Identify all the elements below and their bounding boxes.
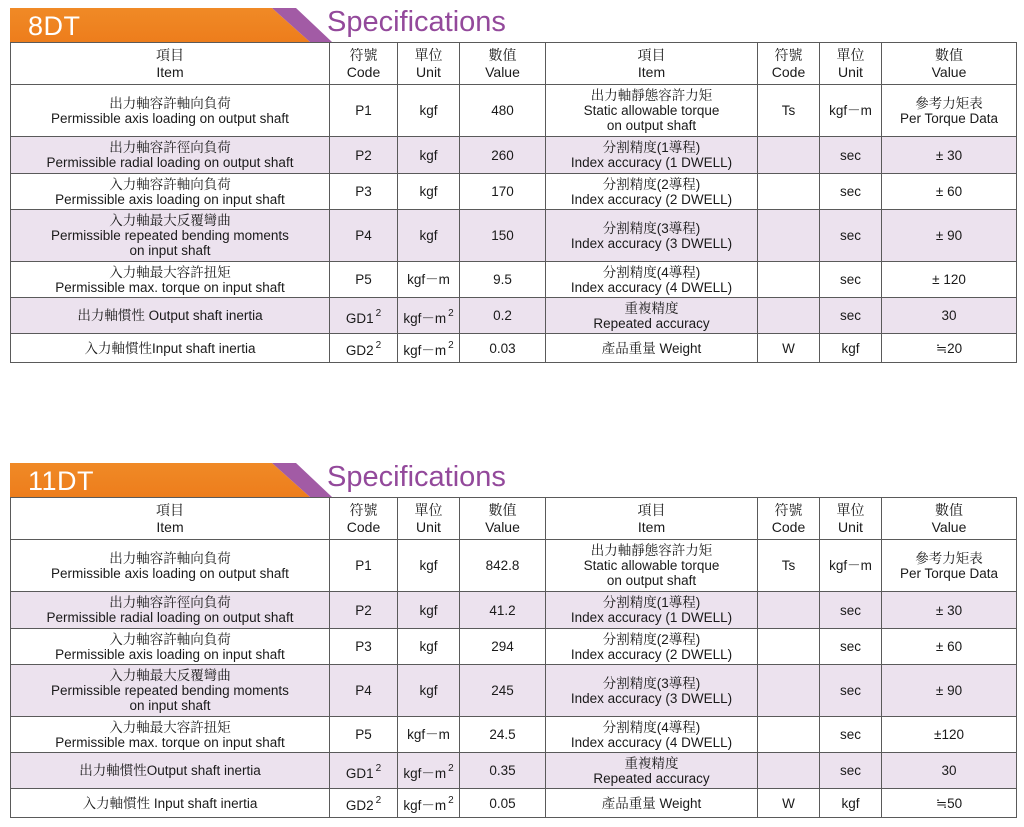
code-cell: P3 [330, 629, 398, 665]
item-cell: 重複精度 Repeated accuracy [546, 753, 758, 789]
value-cell: ± 30 [882, 137, 1017, 174]
spec-table [10, 42, 1017, 363]
code-cell: GD1 $^2$ [330, 753, 398, 789]
unit-cell: kgf [398, 665, 460, 717]
code-cell: Ts [758, 540, 820, 592]
item-cell: 分割精度(1導程) Index accuracy (1 DWELL) [546, 592, 758, 629]
item-cell: 出力軸容許徑向負荷 Permissible radial loading on output shaft [11, 592, 330, 629]
header-code: 符號 Code [330, 43, 398, 85]
unit-cell: kgf [398, 137, 460, 174]
code-cell [758, 717, 820, 753]
header-value: 數值 Value [460, 498, 546, 540]
header-unit: 單位 Unit [820, 498, 882, 540]
unit-cell: kgf [398, 592, 460, 629]
header-item: 項目 Item [11, 498, 330, 540]
value-cell: 參考力矩表 Per Torque Data [882, 85, 1017, 137]
model-name: 11DT [28, 466, 95, 496]
code-cell [758, 629, 820, 665]
value-cell: 0.03 [460, 334, 546, 363]
header-item: 項目 Item [546, 498, 758, 540]
unit-cell: sec [820, 665, 882, 717]
item-cell: 分割精度(1導程) Index accuracy (1 DWELL) [546, 137, 758, 174]
value-cell: 24.5 [460, 717, 546, 753]
unit-cell: kgf [398, 629, 460, 665]
unit-cell: kgf [398, 85, 460, 137]
table-row [11, 334, 1017, 363]
code-cell [758, 137, 820, 174]
header-item: 項目 Item [11, 43, 330, 85]
header-code: 符號 Code [330, 498, 398, 540]
unit-cell: sec [820, 262, 882, 298]
item-cell: 入力軸慣性 Input shaft inertia [11, 789, 330, 818]
item-cell: 出力軸慣性 Output shaft inertia [11, 298, 330, 334]
value-cell: 245 [460, 665, 546, 717]
table-header-row [11, 498, 1017, 540]
header-value: 數值 Value [882, 43, 1017, 85]
item-cell: 入力軸容許軸向負荷 Permissible axis loading on input shaft [11, 629, 330, 665]
spec-block-8dt [10, 8, 1016, 363]
table-row [11, 717, 1017, 753]
item-cell: 分割精度(4導程) Index accuracy (4 DWELL) [546, 717, 758, 753]
code-cell: GD2 $^2$ [330, 789, 398, 818]
code-cell: GD1 $^2$ [330, 298, 398, 334]
value-cell: 30 [882, 753, 1017, 789]
item-cell: 出力軸慣性Output shaft inertia [11, 753, 330, 789]
code-cell: W [758, 334, 820, 363]
value-cell: 0.35 [460, 753, 546, 789]
code-cell: Ts [758, 85, 820, 137]
spec-table [10, 497, 1017, 818]
table-row [11, 262, 1017, 298]
value-cell: 9.5 [460, 262, 546, 298]
code-cell: P2 [330, 137, 398, 174]
section-title: Specifications [327, 6, 506, 38]
table-row [11, 137, 1017, 174]
header-unit: 單位 Unit [398, 43, 460, 85]
code-cell: P1 [330, 540, 398, 592]
value-cell: 150 [460, 210, 546, 262]
unit-cell: kgf－m $^2$ [398, 298, 460, 334]
item-cell: 重複精度 Repeated accuracy [546, 298, 758, 334]
value-cell: 0.2 [460, 298, 546, 334]
unit-cell: kgf－m $^2$ [398, 334, 460, 363]
table-row [11, 85, 1017, 137]
value-cell: 480 [460, 85, 546, 137]
item-cell: 分割精度(2導程) Index accuracy (2 DWELL) [546, 174, 758, 210]
value-cell: 260 [460, 137, 546, 174]
header-value: 數值 Value [882, 498, 1017, 540]
value-cell: 0.05 [460, 789, 546, 818]
unit-cell: kgf－m [820, 540, 882, 592]
header-unit: 單位 Unit [398, 498, 460, 540]
item-cell: 分割精度(3導程) Index accuracy (3 DWELL) [546, 665, 758, 717]
section-header [10, 463, 1016, 497]
item-cell: 入力軸容許軸向負荷 Permissible axis loading on input shaft [11, 174, 330, 210]
code-cell [758, 262, 820, 298]
unit-cell: kgf [398, 540, 460, 592]
unit-cell: sec [820, 210, 882, 262]
value-cell: ±120 [882, 717, 1017, 753]
item-cell: 入力軸最大容許扭矩 Permissible max. torque on input shaft [11, 262, 330, 298]
unit-cell: sec [820, 298, 882, 334]
item-cell: 出力軸容許軸向負荷 Permissible axis loading on output shaft [11, 540, 330, 592]
table-header-row [11, 43, 1017, 85]
value-cell: ≒20 [882, 334, 1017, 363]
code-cell [758, 665, 820, 717]
section-header [10, 8, 1016, 42]
value-cell: ± 60 [882, 174, 1017, 210]
table-row [11, 174, 1017, 210]
code-cell: W [758, 789, 820, 818]
unit-cell: sec [820, 629, 882, 665]
header-unit: 單位 Unit [820, 43, 882, 85]
unit-cell: kgf－m [398, 262, 460, 298]
table-row [11, 298, 1017, 334]
unit-cell: sec [820, 137, 882, 174]
code-cell: P5 [330, 262, 398, 298]
value-cell: ± 120 [882, 262, 1017, 298]
table-row [11, 540, 1017, 592]
unit-cell: kgf－m [398, 717, 460, 753]
table-row [11, 665, 1017, 717]
unit-cell: sec [820, 592, 882, 629]
item-cell: 出力軸靜態容許力矩 Static allowable torque on output shaft [546, 85, 758, 137]
unit-cell: kgf－m [820, 85, 882, 137]
unit-cell: sec [820, 717, 882, 753]
item-cell: 分割精度(4導程) Index accuracy (4 DWELL) [546, 262, 758, 298]
model-name: 8DT [28, 11, 81, 41]
header-code: 符號 Code [758, 498, 820, 540]
code-cell [758, 210, 820, 262]
unit-cell: kgf [820, 789, 882, 818]
code-cell: GD2 $^2$ [330, 334, 398, 363]
value-cell: 41.2 [460, 592, 546, 629]
code-cell: P3 [330, 174, 398, 210]
table-row [11, 592, 1017, 629]
item-cell: 產品重量 Weight [546, 789, 758, 818]
value-cell: 參考力矩表 Per Torque Data [882, 540, 1017, 592]
value-cell: 842.8 [460, 540, 546, 592]
value-cell: ± 90 [882, 210, 1017, 262]
table-row [11, 210, 1017, 262]
unit-cell: kgf－m $^2$ [398, 789, 460, 818]
item-cell: 入力軸最大容許扭矩 Permissible max. torque on input shaft [11, 717, 330, 753]
table-row [11, 753, 1017, 789]
header-item: 項目 Item [546, 43, 758, 85]
code-cell: P4 [330, 210, 398, 262]
item-cell: 產品重量 Weight [546, 334, 758, 363]
value-cell: 170 [460, 174, 546, 210]
unit-cell: kgf [398, 210, 460, 262]
code-cell [758, 753, 820, 789]
code-cell [758, 298, 820, 334]
table-row [11, 789, 1017, 818]
header-code: 符號 Code [758, 43, 820, 85]
code-cell: P4 [330, 665, 398, 717]
value-cell: ± 60 [882, 629, 1017, 665]
unit-cell: kgf－m $^2$ [398, 753, 460, 789]
spec-block-11dt [10, 463, 1016, 818]
unit-cell: sec [820, 174, 882, 210]
item-cell: 出力軸靜態容許力矩 Static allowable torque on output shaft [546, 540, 758, 592]
code-cell: P2 [330, 592, 398, 629]
item-cell: 出力軸容許徑向負荷 Permissible radial loading on output shaft [11, 137, 330, 174]
unit-cell: kgf [398, 174, 460, 210]
unit-cell: kgf [820, 334, 882, 363]
code-cell: P5 [330, 717, 398, 753]
item-cell: 分割精度(2導程) Index accuracy (2 DWELL) [546, 629, 758, 665]
value-cell: 294 [460, 629, 546, 665]
item-cell: 入力軸慣性Input shaft inertia [11, 334, 330, 363]
item-cell: 入力軸最大反覆彎曲 Permissible repeated bending moments on input shaft [11, 210, 330, 262]
item-cell: 出力軸容許軸向負荷 Permissible axis loading on output shaft [11, 85, 330, 137]
code-cell [758, 592, 820, 629]
value-cell: ± 90 [882, 665, 1017, 717]
unit-cell: sec [820, 753, 882, 789]
section-title: Specifications [327, 461, 506, 493]
value-cell: 30 [882, 298, 1017, 334]
code-cell: P1 [330, 85, 398, 137]
value-cell: ≒50 [882, 789, 1017, 818]
value-cell: ± 30 [882, 592, 1017, 629]
item-cell: 分割精度(3導程) Index accuracy (3 DWELL) [546, 210, 758, 262]
table-row [11, 629, 1017, 665]
code-cell [758, 174, 820, 210]
header-value: 數值 Value [460, 43, 546, 85]
item-cell: 入力軸最大反覆彎曲 Permissible repeated bending moments on input shaft [11, 665, 330, 717]
